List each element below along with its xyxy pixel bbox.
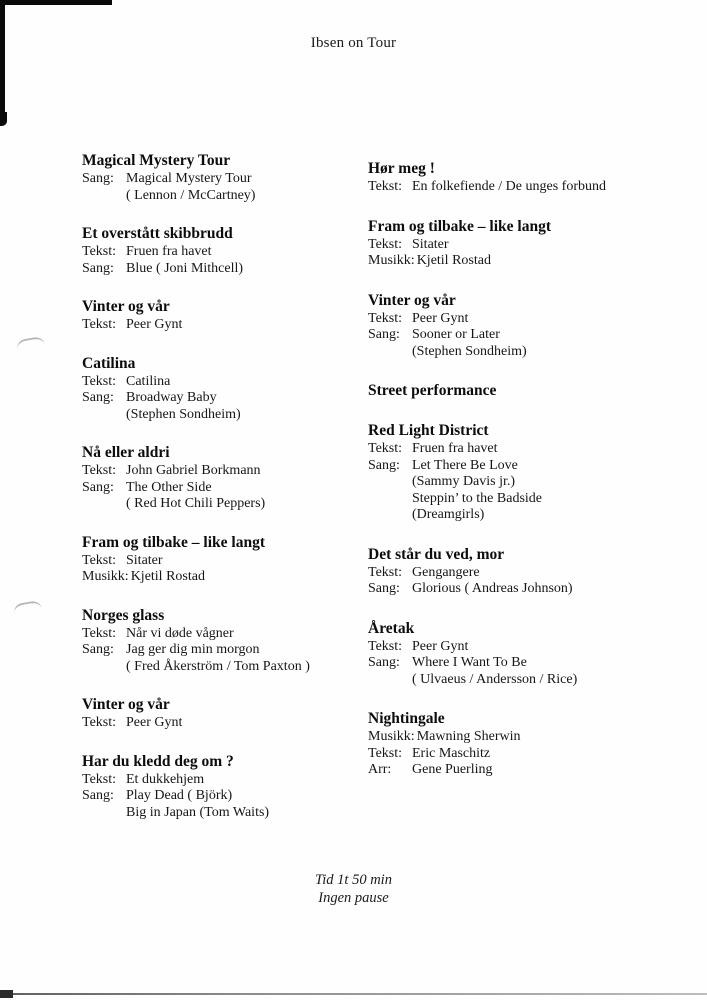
entry-line-label: Sang:	[82, 642, 114, 657]
entry-line-text: Gene Puerling	[412, 762, 493, 777]
entry-line-label: Sang:	[82, 260, 114, 276]
program-column-left	[82, 152, 382, 842]
entry-line-label: Musikk:	[368, 729, 415, 744]
entry-line-label: Tekst:	[82, 771, 117, 787]
entry-line-label: Tekst:	[82, 715, 117, 730]
entry-title: Har du kledd deg om ?	[82, 752, 234, 770]
entry-line	[368, 762, 693, 779]
program-entry	[82, 753, 382, 822]
entry-line-text: Kjetil Rostad	[416, 253, 491, 268]
entry-line-text: Peer Gynt	[412, 310, 469, 326]
entry-title: Nightingale	[368, 710, 445, 727]
entry-line	[82, 188, 382, 205]
entry-line	[368, 507, 693, 524]
scan-black-edge-left	[0, 0, 5, 114]
entry-line	[368, 441, 693, 458]
entry-line	[82, 480, 382, 497]
entry-line-text: John Gabriel Borkmann	[126, 463, 261, 478]
entry-line	[82, 317, 382, 334]
entry-line-text: ( Ulvaeus / Andersson / Rice)	[412, 671, 578, 687]
entry-line-text: Kjetil Rostad	[130, 569, 205, 584]
entry-line	[368, 237, 693, 254]
entry-line	[82, 642, 382, 659]
entry-line-label: Tekst:	[368, 441, 403, 456]
entry-line-text: Når vi døde vågner	[126, 625, 234, 641]
entry-line-label: Sang:	[368, 581, 400, 596]
entry-line	[82, 390, 382, 407]
entry-line-text: Fruen fra havet	[126, 244, 212, 259]
entry-title: Red Light District	[368, 422, 489, 439]
entry-title: Vinter og vår	[82, 696, 170, 713]
entry-title: Fram og tilbake – like langt	[368, 217, 551, 235]
program-entry	[368, 620, 693, 689]
scan-bottom-edge-line	[0, 993, 707, 995]
entry-line	[368, 672, 693, 689]
entry-line	[82, 626, 382, 643]
entry-title: Hør meg !	[368, 160, 435, 177]
program-entry	[368, 422, 693, 524]
entry-line-label: Musikk:	[368, 253, 415, 268]
entry-line-label: Sang:	[82, 788, 114, 803]
entry-line-label: Sang:	[82, 479, 114, 495]
pen-mark-icon	[16, 336, 47, 359]
entry-line-label: Musikk:	[82, 569, 129, 584]
entry-line-label: Sang:	[368, 457, 400, 473]
entry-line-text: Gengangere	[412, 564, 480, 580]
entry-line-text: Mawning Sherwin	[416, 729, 521, 744]
entry-line	[368, 458, 693, 475]
page-title: Ibsen on Tour	[310, 35, 397, 51]
entry-line-text: (Stephen Sondheim)	[126, 406, 241, 422]
entry-line-label: Arr:	[368, 762, 392, 777]
program-entry	[82, 225, 382, 277]
program-entry	[82, 298, 382, 334]
entry-title: Street performance	[368, 382, 497, 399]
entry-line	[82, 569, 382, 586]
entry-line-text: Catilina	[126, 373, 171, 389]
entry-line-text: Sitater	[126, 552, 163, 568]
entry-line	[82, 463, 382, 480]
entry-line	[82, 772, 382, 789]
entry-line-label: Tekst:	[82, 373, 117, 389]
program-entry	[82, 355, 382, 424]
entry-line	[368, 581, 693, 598]
scan-black-corner-nub	[0, 112, 7, 126]
entry-title: Norges glass	[82, 606, 165, 624]
entry-line-text: Peer Gynt	[412, 638, 469, 654]
entry-line	[368, 491, 693, 508]
program-entry	[82, 696, 382, 732]
entry-line-text: Jag ger dig min morgon	[126, 642, 260, 657]
entry-line	[82, 496, 382, 513]
entry-line	[82, 244, 382, 261]
entry-line	[368, 746, 693, 763]
entry-title: Catilina	[82, 354, 136, 372]
entry-line	[368, 311, 693, 328]
entry-line	[368, 474, 693, 491]
program-entry	[368, 710, 693, 779]
entry-title: Vinter og vår	[368, 291, 456, 309]
entry-line	[368, 253, 693, 270]
entry-line-label: Sang:	[82, 390, 114, 405]
entry-line-text: Where I Want To Be	[412, 655, 527, 670]
program-entry	[82, 152, 382, 204]
entry-line-label: Tekst:	[82, 244, 117, 259]
entry-title: Magical Mystery Tour	[82, 152, 231, 169]
entry-line	[82, 805, 382, 822]
entry-line-label: Sang:	[82, 171, 114, 186]
scan-black-edge-top	[0, 0, 112, 5]
entry-line-label: Tekst:	[368, 310, 403, 326]
entry-line-label: Tekst:	[368, 745, 403, 761]
entry-line	[368, 639, 693, 656]
footer-duration: Tid 1t 50 min	[315, 872, 392, 888]
entry-line-text: Et dukkehjem	[126, 771, 205, 787]
entry-line	[82, 553, 382, 570]
entry-title: Åretak	[368, 619, 415, 637]
entry-line	[82, 659, 382, 676]
entry-line	[368, 729, 693, 746]
entry-line	[368, 179, 693, 196]
entry-line	[82, 374, 382, 391]
program-entry	[82, 607, 382, 676]
entry-line	[368, 327, 693, 344]
entry-line-text: Fruen fra havet	[412, 441, 498, 456]
entry-line-text: Sitater	[412, 236, 449, 252]
entry-line-text: ( Lennon / McCartney)	[126, 187, 256, 203]
program-entry	[368, 160, 693, 196]
entry-line	[368, 565, 693, 582]
footer-note	[0, 872, 707, 907]
entry-line-text: Steppin’ to the Badside	[412, 490, 542, 506]
entry-line-text: (Stephen Sondheim)	[412, 343, 527, 359]
footer-pause: Ingen pause	[318, 889, 389, 906]
entry-line	[82, 788, 382, 805]
entry-line-text: Big in Japan (Tom Waits)	[126, 804, 270, 820]
program-entry	[368, 292, 693, 361]
program-entry	[82, 534, 382, 586]
entry-line-label: Tekst:	[82, 463, 117, 478]
entry-line-text: Magical Mystery Tour	[126, 171, 252, 186]
entry-line	[82, 261, 382, 278]
entry-title: Det står du ved, mor	[368, 545, 505, 563]
entry-line-text: Peer Gynt	[126, 715, 183, 730]
entry-line	[368, 344, 693, 361]
entry-line	[82, 171, 382, 188]
entry-title: Fram og tilbake – like langt	[82, 533, 265, 551]
entry-line-label: Tekst:	[82, 625, 117, 641]
entry-line-text: Play Dead ( Björk)	[126, 788, 233, 803]
entry-line-label: Sang:	[368, 327, 400, 342]
entry-line-label: Tekst:	[368, 564, 403, 580]
entry-title: Vinter og vår	[82, 298, 170, 315]
entry-line-text: (Dreamgirls)	[412, 507, 485, 522]
entry-line-text: (Sammy Davis jr.)	[412, 474, 516, 489]
entry-line-text: Peer Gynt	[126, 317, 183, 332]
entry-line-text: ( Red Hot Chili Peppers)	[126, 496, 266, 511]
entry-line-text: En folkefiende / De unges forbund	[412, 179, 606, 194]
entry-line-label: Tekst:	[368, 638, 403, 654]
entry-line-text: Sooner or Later	[412, 327, 500, 342]
program-entry	[368, 218, 693, 270]
entry-line	[368, 655, 693, 672]
entry-line-text: Eric Maschitz	[412, 745, 491, 761]
program-entry	[368, 546, 693, 598]
entry-line-label: Tekst:	[82, 552, 117, 568]
program-entry	[368, 382, 693, 400]
entry-line-label: Tekst:	[82, 317, 117, 332]
entry-line-label: Sang:	[368, 655, 400, 670]
pen-mark-icon	[13, 600, 44, 623]
entry-line-text: Broadway Baby	[126, 390, 217, 405]
entry-line-text: Glorious ( Andreas Johnson)	[412, 581, 573, 596]
entry-line-text: ( Fred Åkerström / Tom Paxton )	[126, 658, 310, 674]
entry-title: Et overstått skibbrudd	[82, 225, 233, 242]
entry-line	[82, 407, 382, 424]
entry-line-text: Let There Be Love	[412, 457, 518, 473]
entry-line-text: The Other Side	[126, 479, 212, 495]
scan-bottom-edge-nub	[0, 990, 13, 998]
entry-line-label: Tekst:	[368, 236, 403, 252]
entry-line-text: Blue ( Joni Mithcell)	[126, 260, 244, 276]
program-column-right	[368, 160, 693, 801]
entry-line	[82, 715, 382, 732]
program-entry	[82, 444, 382, 513]
entry-line-label: Tekst:	[368, 179, 403, 194]
entry-title: Nå eller aldri	[82, 444, 170, 461]
